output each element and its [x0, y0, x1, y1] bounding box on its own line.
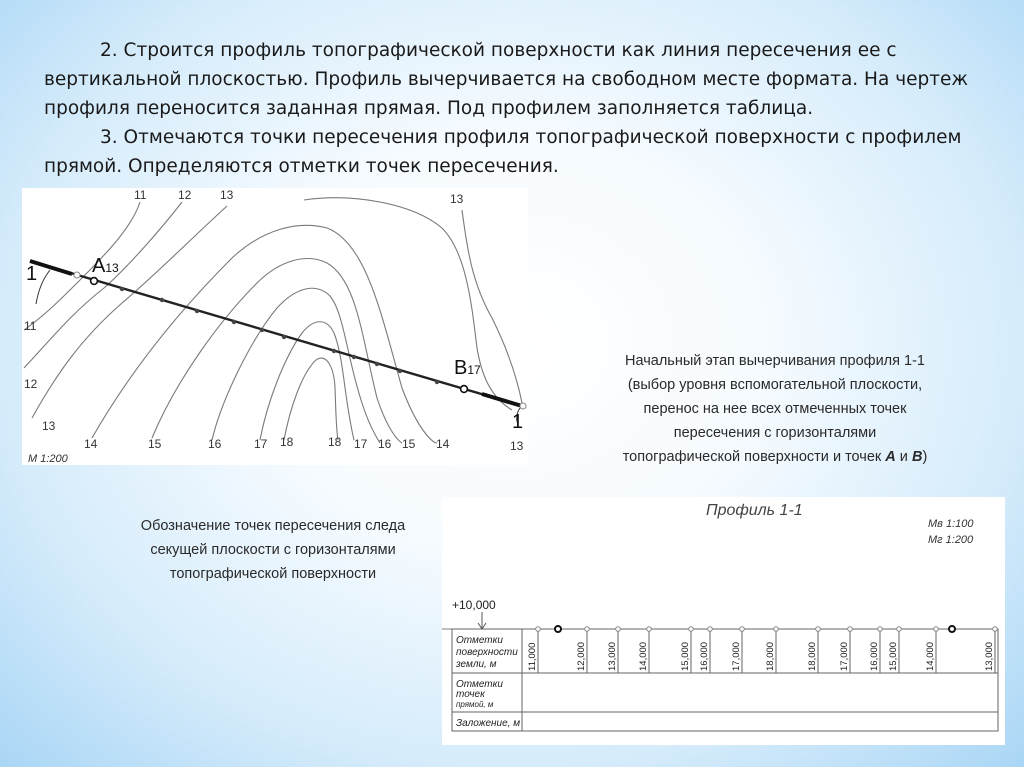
- profile-mark: 18,000: [807, 641, 818, 671]
- profile-mark: 13,000: [607, 641, 618, 671]
- profile-point-a: [555, 626, 561, 632]
- top-label: 11: [134, 188, 147, 202]
- top-label: 12: [178, 188, 192, 202]
- profile-scale-h: Мг 1:200: [928, 534, 974, 546]
- profile-mark: 16,000: [699, 641, 710, 671]
- profile-mark: 17,000: [731, 641, 742, 671]
- profile-mark: 14,000: [925, 641, 936, 671]
- point-a-label: A13: [92, 255, 119, 277]
- contour-16: [212, 288, 380, 443]
- section-label-right: 1: [512, 411, 524, 433]
- profile-point: [689, 627, 694, 632]
- map-scale: М 1:200: [28, 453, 68, 465]
- point-b-label: B17: [454, 357, 481, 379]
- profile-scale-v: Мв 1:100: [928, 518, 974, 530]
- profile-title: Профиль 1-1: [706, 502, 803, 519]
- profile-mark: 13,000: [984, 641, 995, 671]
- section-end-right: [520, 403, 526, 409]
- intro-text: [44, 36, 984, 181]
- caption-intersection-notation: Обозначение точек пересечения следа секущей плоскости с горизонталями топографической поверхности: [140, 518, 406, 582]
- profile-point: [934, 627, 939, 632]
- datum-label: +10,000: [452, 598, 496, 612]
- profile-svg: [442, 497, 1005, 745]
- profile-ticks: [527, 627, 997, 673]
- bottom-label: 18: [328, 435, 342, 449]
- left-label: 12: [24, 377, 38, 391]
- profile-mark: 15,000: [680, 641, 691, 671]
- contour-18: [284, 358, 338, 440]
- profile-mark: 14,000: [638, 641, 649, 671]
- profile-point: [708, 627, 713, 632]
- arrow-left: [36, 270, 50, 304]
- top-label: 13: [450, 192, 464, 206]
- profile-mark: 17,000: [839, 641, 850, 671]
- left-label: 13: [42, 419, 56, 433]
- top-label: 13: [220, 188, 234, 202]
- contour-15: [152, 259, 402, 443]
- row-spacing-label: Заложение, м: [456, 718, 521, 729]
- bottom-label: 14: [84, 437, 98, 451]
- bottom-label: 17: [354, 437, 368, 451]
- datum-arrow: [478, 612, 486, 629]
- profile-point: [616, 627, 621, 632]
- paragraph-3: 3. Отмечаются точки пересечения профиля топографической поверхности с профилем прямой. Определяются отметки точек пересечения.: [44, 127, 962, 177]
- bottom-label: 17: [254, 437, 268, 451]
- bottom-label: 16: [378, 437, 392, 451]
- profile-mark: 15,000: [888, 641, 899, 671]
- caption-initial-stage: Начальный этап вычерчивания профиля 1-1 (выбор уровня вспомогательной плоскости, перенос на нее всех отмеченных точек пересечения с горизонталями топографической поверхности и точек А и В): [622, 353, 928, 465]
- profile-mark: 11,000: [527, 642, 538, 671]
- profile-point-b: [949, 626, 955, 632]
- section-end-left: [74, 272, 80, 278]
- profile-point: [774, 627, 779, 632]
- contour-14: [92, 225, 437, 443]
- bottom-label: 15: [148, 437, 162, 451]
- profile-mark: 12,000: [576, 641, 587, 671]
- topographic-map: [22, 188, 528, 465]
- row-ground-label: Отметки поверхности земли, м: [456, 635, 518, 670]
- bottom-label: 15: [402, 437, 416, 451]
- bottom-label: 14: [436, 437, 450, 451]
- left-label: 11: [24, 319, 37, 333]
- profile-drawing: [442, 497, 1005, 745]
- contour-drawing: [22, 188, 528, 465]
- profile-point: [878, 627, 883, 632]
- profile-point: [740, 627, 745, 632]
- profile-point: [816, 627, 821, 632]
- profile-point: [848, 627, 853, 632]
- contour-17: [260, 322, 354, 440]
- point-a: [91, 278, 98, 285]
- contour-12-left: [24, 202, 182, 368]
- bottom-label: 18: [280, 435, 294, 449]
- paragraph-2: 2. Строится профиль топографической поверхности как линия пересечения ее с вертикальной плоскостью. Профиль вычерчивается на свободном месте формата. На чертеж профиля переносится заданная прямая. Под профилем заполняется таблица.: [44, 40, 969, 119]
- profile-point: [647, 627, 652, 632]
- bottom-label: 13: [510, 439, 524, 453]
- section-label-left: 1: [26, 263, 38, 285]
- row-line-label: Отметки точек прямой, м: [456, 679, 503, 709]
- profile-point: [993, 627, 998, 632]
- point-b: [461, 386, 468, 393]
- profile-mark: 16,000: [869, 641, 880, 671]
- profile-point: [897, 627, 902, 632]
- profile-point: [585, 627, 590, 632]
- profile-point: [536, 627, 541, 632]
- bottom-label: 16: [208, 437, 222, 451]
- profile-mark: 18,000: [765, 641, 776, 671]
